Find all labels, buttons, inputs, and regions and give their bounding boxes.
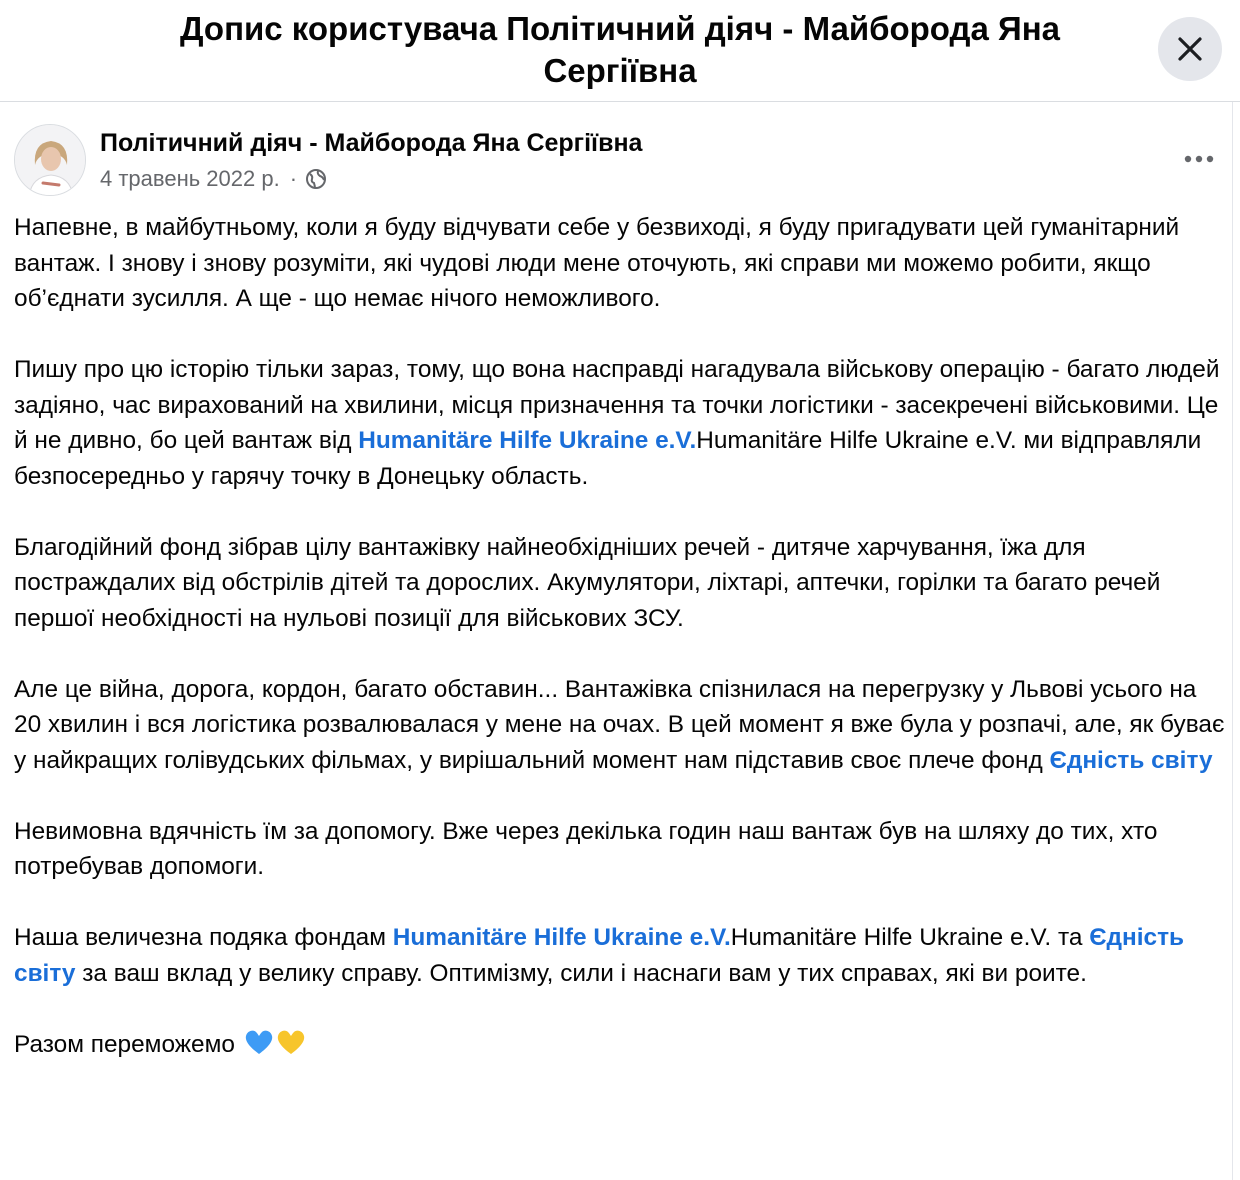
paragraph-7 <box>14 1027 1226 1063</box>
yellow-heart-icon <box>276 1028 306 1056</box>
paragraph-4-text: Але це війна, дорога, кордон, багато обставин... Вантажівка спізнилася на перегрузку у Львові усього на 20 хвилин і вся логістика розвалювалася у мене на очах. В цей момент я вже була у розпачі, але, як буває у найкращих голівудських фільмах, у вирішальний момент нам підставив своє плече фонд <box>14 675 1225 774</box>
paragraph-2-text-a: Пишу про цю історію тільки зараз, тому, що вона насправді нагадувала військову операцію - багато людей задіяно, час вирахований на хвилини, місця призначення та точки логістики - засекречені військовими. Це й не дивно, бо цей вантаж від <box>14 356 1220 454</box>
paragraph-6 <box>14 920 1226 991</box>
yednist-svitu-link-1[interactable]: Єдність світу <box>1049 746 1213 774</box>
avatar-portrait-icon <box>15 125 86 196</box>
paragraph-6-text-c: за ваш вклад у велику справу. Оптимізму, сили і наснаги вам у тих справах, які ви роите. <box>75 959 1087 987</box>
close-button[interactable] <box>1158 17 1222 81</box>
paragraph-7-text: Разом переможемо <box>14 1030 242 1058</box>
post-meta <box>100 164 327 194</box>
paragraph-4 <box>14 672 1226 779</box>
scrollbar[interactable] <box>1230 102 1240 1180</box>
paragraph-3: Благодійний фонд зібрав цілу вантажівку найнеобхідніших речей - дитяче харчування, їжа для постраждалих від обстрілів дітей та дорослих. Акумулятори, ліхтарі, аптечки, горілки та багато речей першої необхідності на нульові позиції для військових ЗСУ. <box>14 533 1161 632</box>
modal-header <box>0 0 1240 102</box>
humanitare-hilfe-link-1[interactable]: Humanitäre Hilfe Ukraine e.V. <box>358 427 697 454</box>
meta-separator: · <box>289 166 298 191</box>
paragraph-2-text-b: Humanitäre Hilfe Ukraine e.V. ми відправляли безпосередньо у гарячу точку в Донецьку область. <box>14 427 1202 490</box>
post-body <box>14 210 1226 1062</box>
paragraph-1: Напевне, в майбутньому, коли я буду відчувати себе у безвиході, я буду пригадувати цей гуманітарний вантаж. І знову і знову розуміти, які чудові люди мене оточують, які справи ми можемо робити, якщо об’єднати зусилля. А ще - що немає нічого неможливого. <box>14 214 1180 312</box>
more-dots-icon <box>1184 155 1214 163</box>
paragraph-6-text-a: Наша величезна подяка фондам <box>14 924 393 951</box>
paragraph-5: Невимовна вдячність їм за допомогу. Вже через декілька годин наш вантаж був на шляху до тих, хто потребував допомоги. <box>14 817 1158 880</box>
close-icon <box>1177 36 1203 62</box>
paragraph-2 <box>14 352 1226 494</box>
avatar[interactable] <box>14 124 86 196</box>
post-header <box>0 102 1240 212</box>
blue-heart-icon <box>244 1028 274 1056</box>
author-name[interactable]: Політичний діяч - Майборода Яна Сергіївна <box>100 129 643 157</box>
paragraph-6-text-b: Humanitäre Hilfe Ukraine e.V. та <box>730 924 1090 951</box>
humanitare-hilfe-link-2[interactable]: Humanitäre Hilfe Ukraine e.V. <box>392 924 731 951</box>
yednist-svitu-link-2[interactable]: Єдність світу <box>14 924 1185 987</box>
scrollbar-track <box>1232 102 1239 1180</box>
more-options-button[interactable] <box>1172 142 1226 176</box>
modal-title: Допис користувача Політичний діяч - Майборода Яна Сергіївна <box>180 10 1060 89</box>
post-date[interactable]: 4 травень 2022 р. <box>100 166 280 191</box>
globe-icon <box>305 168 327 190</box>
